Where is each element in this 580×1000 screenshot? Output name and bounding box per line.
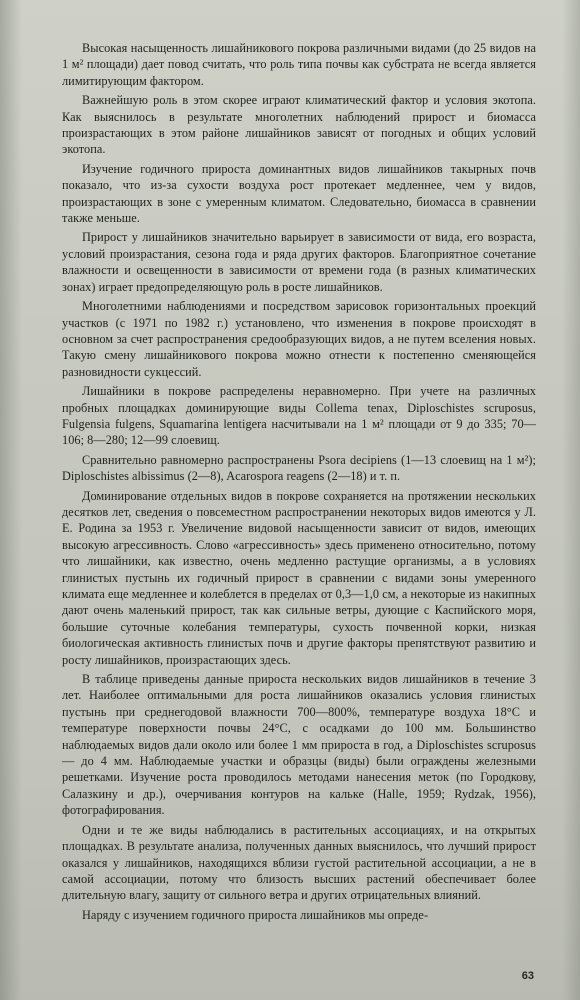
paragraph: Одни и те же виды наблюдались в растительных ассоциациях, и на открытых площадках. В результате анализа, полученных данных выяснилось, что лучший прирост оказался у лишайников, находящихся вблизи густой растительной ассоциации, а не в самой ассоциации, потому что близость высших растений обеспечивает более длительную влагу, защиту от сильного ветра и других отрицательных влияний.: [62, 822, 536, 903]
body-text: [62, 40, 536, 926]
paragraph: Прирост у лишайников значительно варьирует в зависимости от вида, его возраста, условий произрастания, сезона года и ряда других факторов. Благоприятное сочетание влажности и освещенности в зависимости от времени года (в разных климатических зонах) играет предопределяющую роль в росте лишайников.: [62, 230, 536, 294]
paragraph: Доминирование отдельных видов в покрове сохраняется на протяжении нескольких десятков лет, сведения о повсеместном распространении некоторых видов имеются у Л. Е. Родина за 1953 г. Увеличение видовой насыщенности зависит от видов, имеющих высокую агрессивность. Слово «агрессивность» здесь применено относительно, потому что лишайники, как известно, очень медленно растущие организмы, а в условиях глинистых пустынь их годичный прирост в сравнении с видами зоны умеренного климата еще медленнее и колеблется в пределах от 0,3—1,0 см, а некоторые из накипных дают очень маленький прирост, так как сильные ветры, дующие с Каспийского моря, большие суточные колебания температуры, сухость почвенной корки, низкая биологическая активность глинистых почв и другие факторы препятствуют развитию и росту лишайников, произрастающих здесь.: [62, 488, 536, 667]
paragraph: Наряду с изучением годичного прироста лишайников мы опреде-: [82, 907, 429, 922]
page-number: 63: [521, 970, 534, 982]
paragraph: Важнейшую роль в этом скорее играют климатический фактор и условия экотопа. Как выяснилось в результате многолетних наблюдений прирост и биомасса произрастающих в этом районе лишайников зависят от погодных и общих условий экотопа.: [62, 93, 536, 157]
paragraph: Лишайники в покрове распределены неравномерно. При учете на различных пробных площадках доминирующие виды Collema tenax, Diploschistes scruposus, Fulgensia fulgens, Squamarina lentigera насчитывали на 1 м² площади от 9 до 335; 70—106; 8—280; 12—99 слоевищ.: [62, 384, 536, 448]
paragraph: Высокая насыщенность лишайникового покрова различными видами (до 25 видов на 1 м² площади) дает повод считать, что роль типа почвы как субстрата не всегда является лимитирующим фактором.: [62, 41, 536, 88]
paragraph: Сравнительно равномерно распространены Psora decipiens (1—13 слоевищ на 1 м²); Diploschistes albissimus (2—8), Acarospora reagens (2—18) и т. п.: [62, 452, 536, 484]
paragraph: В таблице приведены данные прироста нескольких видов лишайников в течение 3 лет. Наиболее оптимальными для роста лишайников оказались условия глинистых пустынь при среднегодовой влажности 700—800%, температуре воздуха 18°С и температуре поверхности почвы 24°С, с осадками до 100 мм. Большинство наблюдаемых видов дали около или более 1 мм прироста в год, а Diploschistes scruposus — до 4 мм. Наблюдаемые участки и образцы (виды) были ограждены железными решетками. Изучение роста проводилось методами нанесения меток (по Городкову, Салазкину и др.), очерчивания контуров на кальке (Halle, 1959; Rydzak, 1956), фотографирования.: [62, 672, 536, 818]
paragraph: Изучение годичного прироста доминантных видов лишайников такырных почв показало, что из-за сухости воздуха рост протекает медленнее, чем у видов, произрастающих в зоне с умеренным климатом. Следовательно, биомасса в сравнении также меньше.: [62, 161, 536, 226]
paragraph: Многолетними наблюдениями и посредством зарисовок горизонтальных проекций участков (с 1971 по 1982 г.) установлено, что изменения в покрове происходят в основном за счет распространения средообразующих видов, а не путем вселения новых. Такую смену лишайникового покрова можно отнести к постепенно сменяющейся разновидности сукцессий.: [62, 299, 536, 379]
